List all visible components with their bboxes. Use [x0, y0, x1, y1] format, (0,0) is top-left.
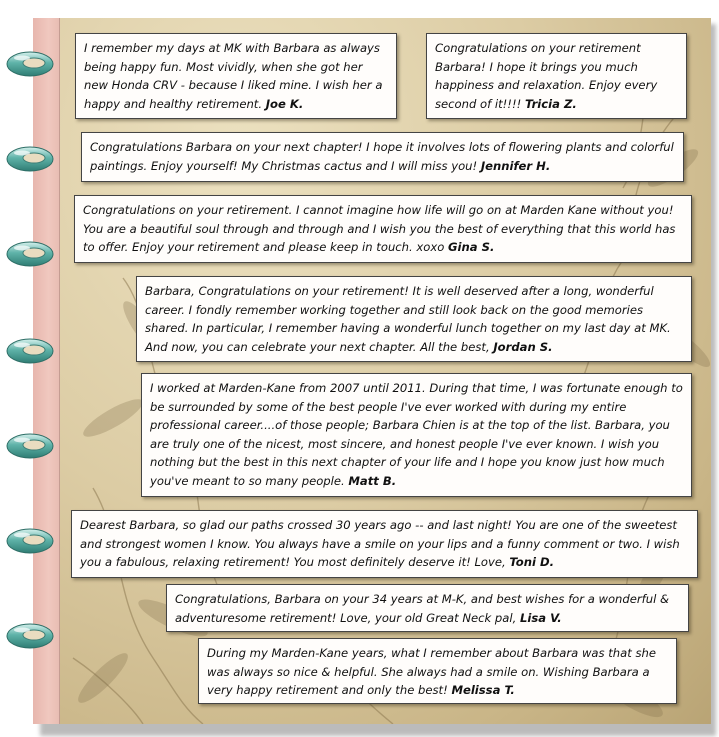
note-message: Congratulations on your retirement. I cannot imagine how life will go on at Marden Kane without you! You are a beautiful soul through and through and I wish you the best of everything that this world has to offer. Enjoy your retirement and please keep in touch. xoxo	[83, 203, 676, 254]
binder-ring-icon	[4, 141, 60, 175]
binder-ring-icon	[4, 333, 60, 367]
note-message: During my Marden-Kane years, what I remember about Barbara was that she was always so nice & helpful. She always had a smile on. Wishing Barbara a very happy retirement and only the best!	[207, 646, 657, 697]
note-author: Tricia Z.	[524, 96, 577, 111]
note-card	[71, 510, 698, 578]
binder-ring-icon	[4, 523, 60, 557]
note-author: Lisa V.	[519, 610, 562, 625]
note-card	[74, 195, 692, 263]
note-card	[426, 33, 687, 119]
scrapbook-page	[33, 18, 711, 724]
note-message: I worked at Marden-Kane from 2007 until 2011. During that time, I was fortunate enough to be surrounded by some of the best people I've ever worked with during my entire professional career....of those people; Barbara Chien is at the top of the list. Barbara, you are truly one of the nicest, most sincere, and honest people I've ever known. I wish you nothing but the best in this next chapter of your life and I hope you know just how much you've meant to so many people.	[150, 381, 683, 488]
note-card	[81, 132, 684, 182]
note-card	[198, 638, 677, 704]
note-author: Melissa T.	[451, 683, 515, 697]
binder-ring-icon	[4, 236, 60, 270]
binder-ring-icon	[4, 46, 60, 80]
note-author: Matt B.	[348, 473, 397, 488]
note-card	[75, 33, 397, 119]
binder-ring-icon	[4, 618, 60, 652]
note-author: Jennifer H.	[480, 158, 551, 173]
note-message: Congratulations Barbara on your next chapter! I hope it involves lots of flowering plants and colorful paintings. Enjoy yourself! My Christmas cactus and I will miss you!	[90, 140, 674, 173]
note-message: Congratulations, Barbara on your 34 years at M-K, and best wishes for a wonderful & adventuresome retirement! Love, your old Great Neck pal,	[175, 592, 670, 625]
note-message: Dearest Barbara, so glad our paths crossed 30 years ago -- and last night! You are one of the sweetest and strongest women I know. You always have a smile on your lips and a funny comment or two. I wish you a fabulous, relaxing retirement! You most definitely deserve it! Love,	[80, 518, 680, 569]
note-message: Barbara, Congratulations on your retirement! It is well deserved after a long, wonderful career. I fondly remember working together and still look back on the good memories shared. In particular, I remember having a wonderful lunch together on my last day at MK. And now, you can celebrate your next chapter. All the best,	[145, 284, 671, 354]
note-message: Congratulations on your retirement Barbara! I hope it brings you much happiness and relaxation. Enjoy every second of it!!!!	[435, 41, 658, 111]
binder-ring-icon	[4, 428, 60, 462]
note-author: Toni D.	[509, 555, 555, 569]
note-card	[141, 373, 692, 497]
note-author: Gina S.	[447, 240, 495, 254]
note-message: I remember my days at MK with Barbara as always being happy fun. Most vividly, when she got her new Honda CRV - because I liked mine. I wish her a happy and healthy retirement.	[84, 41, 383, 111]
note-card	[136, 276, 692, 362]
note-author: Jordan S.	[493, 339, 553, 354]
note-author: Joe K.	[265, 96, 304, 111]
note-card	[166, 584, 689, 632]
